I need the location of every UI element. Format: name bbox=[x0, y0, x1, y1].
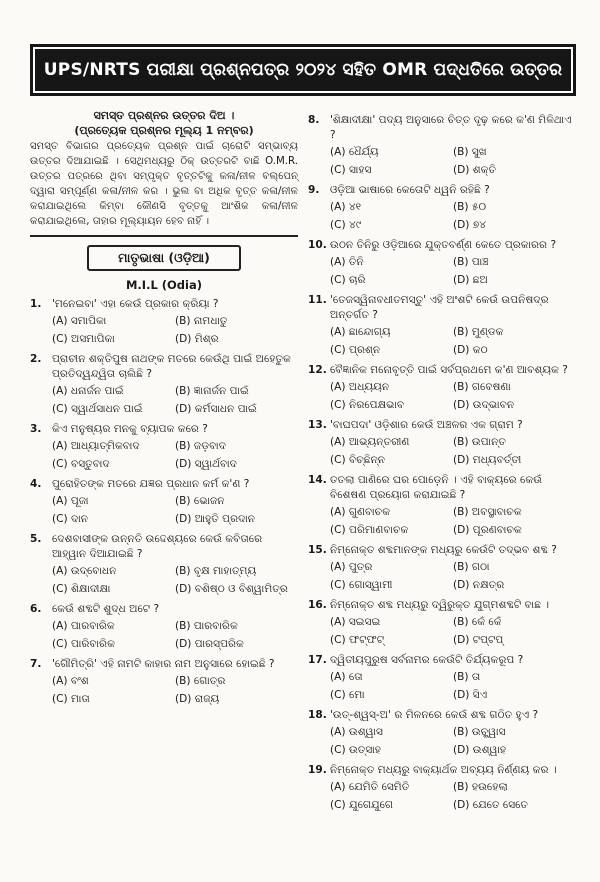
instruction-line-1: ସମସ୍ତ ପ୍ରଶ୍ନର ଉତ୍ତର ଦିଅ । bbox=[93, 109, 235, 122]
answer-option: (B) ଭୋଜନ bbox=[175, 495, 225, 507]
answer-option: (B) ଜ୍ଞାନାର୍ଜନ ପାଇଁ bbox=[175, 385, 249, 397]
answer-option: (B) ନାମଧାତୁ bbox=[175, 315, 228, 327]
section-divider bbox=[30, 235, 298, 237]
answer-option: (B) ଗଠା bbox=[453, 561, 490, 573]
answer-option: (B) ୫୦ bbox=[453, 201, 487, 213]
answer-option: (A) ସଇସଇ bbox=[330, 616, 381, 628]
question-item bbox=[308, 598, 576, 648]
question-line bbox=[30, 657, 298, 672]
question-number: 4. bbox=[30, 478, 42, 490]
question-item bbox=[308, 473, 576, 538]
answer-option: (A) ଛାନ୍ଦୋଗ୍ୟ bbox=[330, 326, 391, 338]
answer-option: (D) ନକ୍ଷତ୍ର bbox=[453, 579, 505, 591]
question-number: 13. bbox=[308, 419, 327, 431]
answer-option: (D) ୭୪ bbox=[453, 219, 487, 231]
question-text: ନିମ୍ନୋକ୍ତ ଶବ୍ଦ ମଧ୍ୟରୁ ଦ୍ୱିରୁକ୍ତ ଯୁଗ୍ମଶବ୍ଦଟି ବାଛ । bbox=[330, 599, 550, 611]
question-item bbox=[30, 602, 298, 652]
answer-options bbox=[52, 384, 298, 417]
page-banner: UPS/NRTS ପରୀକ୍ଷା ପ୍ରଶ୍ନପତ୍ର ୨୦୨୪ ସହିତ OMR ପଦ୍ଧତିରେ ଉତ୍ତର bbox=[30, 44, 576, 96]
question-number: 1. bbox=[30, 298, 42, 310]
question-item bbox=[30, 422, 298, 472]
question-item bbox=[308, 293, 576, 358]
answer-option: (B) ଜଡ଼ବାଦ bbox=[175, 440, 226, 452]
left-column bbox=[30, 108, 298, 707]
answer-option: (C) ପ୍ରଶ୍ନ bbox=[330, 344, 381, 356]
answer-option: (D) କଠ bbox=[453, 344, 488, 356]
question-item bbox=[30, 532, 298, 597]
answer-option: (D) ଉଦ୍‌ଭାବନ bbox=[453, 399, 515, 411]
answer-options bbox=[330, 670, 576, 703]
answer-option: (C) ଫଟ୍‌ଫଟ୍ bbox=[330, 634, 385, 646]
answer-option: (A) ବଂଶ bbox=[52, 675, 89, 687]
answer-option: (B) ଗୋତ୍ର bbox=[175, 675, 226, 687]
question-text: ଓଡ଼ିଆ ଭାଷାରେ କେତୋଟି ଧ୍ୱନି ରହିଛି ? bbox=[330, 184, 490, 196]
answer-option: (C) ଯୁଗେଯୁଗେ bbox=[330, 799, 394, 811]
answer-option: (D) କର୍ମସାଧନ ପାଇଁ bbox=[175, 403, 257, 415]
question-text: ନିମ୍ନୋକ୍ତ ଶବ୍ଦମାନଙ୍କ ମଧ୍ୟରୁ କେଉଁଟି ତଦ୍ଭବ ଶବ୍ଦ ? bbox=[330, 544, 557, 556]
question-line bbox=[308, 183, 576, 198]
question-line bbox=[308, 763, 576, 778]
answer-option: (D) ଛଅ bbox=[453, 274, 488, 286]
answer-option: (B) ବୃକ୍ଷ ମାହାତ୍ମ୍ୟ bbox=[175, 565, 257, 577]
answer-option: (A) ଅଧ୍ୟୟନ bbox=[330, 381, 390, 393]
question-number: 18. bbox=[308, 709, 327, 721]
answer-option: (C) ମୋ bbox=[330, 689, 365, 701]
question-number: 6. bbox=[30, 603, 42, 615]
question-text: ଦେଶବାସୀଙ୍କ ଉନ୍ନତି ଉଦ୍ଦେଶ୍ୟରେ କେଉଁ କବିତାରେ ଆହ୍ୱାନ ଦିଆଯାଇଛି ? bbox=[52, 533, 263, 560]
question-line bbox=[308, 418, 576, 433]
answer-option: (B) ଉପାନ୍ତ bbox=[453, 436, 506, 448]
answer-option: (D) ପାରସ୍ପରିକ bbox=[175, 638, 244, 650]
answer-option: (B) ତା bbox=[453, 671, 481, 683]
answer-option: (A) ପାରବାରିକ bbox=[52, 620, 115, 632]
question-text: ପୁରୋହିତଙ୍କ ମତରେ ଯଜ୍ଞର ପ୍ରଧାନ କର୍ମ କ'ଣ ? bbox=[52, 478, 250, 490]
question-text: 'ମନେଇବା' ଏହା କେଉଁ ପ୍ରକାର କ୍ରିୟା ? bbox=[52, 298, 219, 310]
question-number: 12. bbox=[308, 364, 327, 376]
answer-option: (B) ଉଚ୍ଛ୍ୱାସ bbox=[453, 726, 506, 738]
right-column bbox=[308, 108, 576, 813]
question-line bbox=[30, 477, 298, 492]
answer-option: (A) ଆଭ୍ୟନ୍ତରୀଣ bbox=[330, 436, 410, 448]
answer-option: (A) ଆଧ୍ୟାତ୍ମିକବାଦ bbox=[52, 440, 140, 452]
question-number: 15. bbox=[308, 544, 327, 556]
answer-option: (A) ଉଦ୍‌ବୋଧନ bbox=[52, 565, 117, 577]
question-number: 11. bbox=[308, 294, 327, 306]
question-item bbox=[308, 363, 576, 413]
question-text: ତତଲା ପାଣିରେ ଘର ପୋଡ଼େନି । ଏହି ବାକ୍ୟରେ କେଉଁ ବିଶେଷଣ ପ୍ରୟୋଗ କରାଯାଇଛି ? bbox=[330, 474, 543, 501]
answer-options bbox=[330, 145, 576, 178]
answer-option: (D) ବଶିଷ୍ଠ ଓ ବିଶ୍ୱାମିତ୍ର bbox=[175, 583, 288, 595]
question-line bbox=[308, 543, 576, 558]
answer-option: (B) ସୁଖ bbox=[453, 146, 487, 158]
answer-option: (C) ୪୯ bbox=[330, 219, 362, 231]
question-line bbox=[308, 473, 576, 503]
answer-option: (D) ସ୍ୱାର୍ଥବାଦ bbox=[175, 458, 237, 470]
answer-option: (C) ଚାରି bbox=[330, 274, 366, 286]
question-text: ନିମ୍ନୋକ୍ତ ମଧ୍ୟରୁ ବାକ୍ୟାର୍ଥକ ଅବ୍ୟୟ ନିର୍ଣ୍ଣୟ କର । bbox=[330, 764, 557, 776]
answer-option: (C) ଶିକ୍ଷାଦୀକ୍ଷା bbox=[52, 583, 111, 595]
answer-option: (C) ପରିମାଣବାଚକ bbox=[330, 524, 409, 536]
answer-option: (A) ପୁତ୍ର bbox=[330, 561, 373, 573]
answer-option: (D) ଶକ୍ତି bbox=[453, 164, 497, 176]
answer-option: (B) ଅବସ୍ଥାବାଚକ bbox=[453, 506, 522, 518]
question-number: 17. bbox=[308, 654, 327, 666]
question-item bbox=[308, 708, 576, 758]
section-subtitle: M.I.L (Odia) bbox=[125, 278, 202, 292]
question-number: 2. bbox=[30, 353, 42, 365]
answer-option: (A) ଗୁଣବାଚକ bbox=[330, 506, 391, 518]
answer-option: (A) ଧନାର୍ଜନ ପାଇଁ bbox=[52, 385, 124, 397]
question-text: 'ବାଘପଦା' ଓଡ଼ିଶାର କେଉଁ ଅଞ୍ଚଳର ଏକ ଗ୍ରାମ ? bbox=[330, 419, 523, 431]
right-question-list bbox=[308, 113, 576, 813]
answer-option: (B) ପାଞ୍ଚ bbox=[453, 256, 489, 268]
answer-option: (D) ଆହୁତି ପ୍ରଦାନ bbox=[175, 513, 256, 525]
answer-option: (D) ରାଜ୍ୟ bbox=[175, 693, 220, 705]
question-line bbox=[308, 708, 576, 723]
question-text: 'ଗୌମିତ୍ରି' ଏହି ନାମଟି କାହାର ନାମ ଅନୁସାରେ ହୋଇଛି ? bbox=[52, 658, 275, 670]
answer-option: (B) ମୁଣ୍ଡକ bbox=[453, 326, 504, 338]
answer-option: (C) ଉତ୍ସାହ bbox=[330, 744, 381, 756]
question-line bbox=[308, 653, 576, 668]
question-text: ବୈଜ୍ଞାନିକ ମନୋବୃତ୍ତି ପାଇଁ ସର୍ବପ୍ରଥମେ କ'ଣ ଆବଶ୍ୟକ ? bbox=[330, 364, 568, 376]
answer-options bbox=[330, 435, 576, 468]
answer-option: (A) ୪୧ bbox=[330, 201, 362, 213]
answer-option: (D) ମିଶ୍ର bbox=[175, 333, 219, 345]
question-number: 5. bbox=[30, 533, 42, 545]
answer-option: (A) ଧୈର୍ଯ୍ୟ bbox=[330, 146, 379, 158]
question-number: 14. bbox=[308, 474, 327, 486]
answer-options bbox=[330, 255, 576, 288]
section-title: ମାତୃଭାଷା (ଓଡ଼ିଆ) bbox=[87, 245, 241, 271]
answer-option: (D) ସିଏ bbox=[453, 689, 488, 701]
instruction-line-2: (ପ୍ରତ୍ୟେକ ପ୍ରଶ୍ନର ମୂଲ୍ୟ 1 ନମ୍ବର) bbox=[74, 124, 254, 137]
answer-option: (C) ପାରିବାରିକ bbox=[52, 638, 115, 650]
answer-option: (D) ଉଶ୍ୱାହ bbox=[453, 744, 507, 756]
answer-options bbox=[330, 380, 576, 413]
question-text: 'ଉତ୍-ଶ୍ୱସ୍-ଅ' ର ମିଳନରେ କେଉଁ ଶବ୍ଦ ଗଠିତ ହୁଏ ? bbox=[330, 709, 539, 721]
question-text: 'ଶିକ୍ଷାଦୀକ୍ଷା' ପଦ୍ୟ ଅନୁସାରେ ଚିତ୍ତ ଦୃଢ଼ କରେ କ'ଣ ମିଳିଥାଏ ? bbox=[330, 114, 572, 141]
question-text: 'ତେଜସ୍ୱିନାବଧୀତମସ୍ତୁ' ଏହି ଅଂଶଟି କେଉଁ ଉପନିଷଦ୍‌ର ଅନ୍ତର୍ଗତ ? bbox=[330, 294, 549, 321]
question-text: କେଉଁ ଶବ୍ଦଟି ଶୁଦ୍ଧ ଅଟେ ? bbox=[52, 603, 160, 615]
answer-options bbox=[52, 674, 298, 707]
answer-options bbox=[330, 325, 576, 358]
answer-options bbox=[330, 615, 576, 648]
question-item bbox=[308, 543, 576, 593]
answer-option: (B) ଗବେଷଣା bbox=[453, 381, 511, 393]
answer-option: (C) ନିରପେକ୍ଷଭାବ bbox=[330, 399, 405, 411]
question-line bbox=[30, 532, 298, 562]
answer-option: (A) ଉଶ୍ୱାସ bbox=[330, 726, 383, 738]
answer-options bbox=[52, 314, 298, 347]
answer-option: (D) ମଧ୍ୟବର୍ତ୍ତୀ bbox=[453, 454, 522, 466]
question-line bbox=[30, 352, 298, 382]
question-item bbox=[308, 238, 576, 288]
question-text: ଉଠନ ତିନିରୁ ଓଡ଼ିଆରେ ଯୁକ୍ତବର୍ଣ୍ଣ କେତେ ପ୍ରକାରର ? bbox=[330, 239, 557, 251]
question-line bbox=[308, 363, 576, 378]
question-line bbox=[30, 422, 298, 437]
question-item bbox=[308, 653, 576, 703]
question-number: 19. bbox=[308, 764, 327, 776]
question-number: 9. bbox=[308, 184, 320, 196]
answer-option: (A) ତିନି bbox=[330, 256, 364, 268]
answer-option: (C) ବସ୍ତୁବାଦ bbox=[52, 458, 110, 470]
answer-option: (C) ମାତା bbox=[52, 693, 90, 705]
question-item bbox=[308, 113, 576, 178]
question-line bbox=[308, 293, 576, 323]
answer-options bbox=[330, 560, 576, 593]
question-text: କିଏ ମନୁଷ୍ୟର ମନକୁ ବ୍ୟାପକ କରେ ? bbox=[52, 423, 208, 435]
question-text: ପ୍ରାଚୀନ ଶକ୍ତିପୁଷ ନାଥଙ୍କ ମତରେ କେଉଁଥି ପାଇଁ ଅହେତୁକ ପ୍ରତିଦ୍ୱନ୍ଦ୍ୱିତା ଚାଲିଛି ? bbox=[52, 353, 291, 380]
answer-options bbox=[330, 780, 576, 813]
question-item bbox=[30, 352, 298, 417]
answer-option: (B) ହଉହେଲା bbox=[453, 781, 508, 793]
answer-option: (A) ତୋ bbox=[330, 671, 363, 683]
question-line bbox=[308, 113, 576, 143]
answer-option: (A) ପୂଜା bbox=[52, 495, 89, 507]
question-line bbox=[30, 297, 298, 312]
left-question-list bbox=[30, 297, 298, 707]
question-item bbox=[308, 418, 576, 468]
question-line bbox=[30, 602, 298, 617]
question-number: 10. bbox=[308, 239, 327, 251]
question-number: 7. bbox=[30, 658, 42, 670]
answer-option: (C) ଗୋସ୍ୱାମୀ bbox=[330, 579, 393, 591]
answer-option: (C) ସ୍ୱାର୍ଥସାଧନ ପାଇଁ bbox=[52, 403, 143, 415]
answer-option: (C) ବିଚ୍ଛିନ୍ନ bbox=[330, 454, 386, 466]
answer-options bbox=[330, 505, 576, 538]
question-item bbox=[308, 183, 576, 233]
question-number: 16. bbox=[308, 599, 327, 611]
answer-option: (A) ଯେମିତି ସେମିତି bbox=[330, 781, 410, 793]
answer-options bbox=[52, 619, 298, 652]
question-item bbox=[30, 657, 298, 707]
answer-option: (D) ଯେତେ ସେତେ bbox=[453, 799, 528, 811]
answer-option: (C) ସାହସ bbox=[330, 164, 372, 176]
answer-options bbox=[52, 439, 298, 472]
question-line bbox=[308, 238, 576, 253]
answer-options bbox=[330, 725, 576, 758]
question-item bbox=[308, 763, 576, 813]
question-text: ଦ୍ୱିତୀୟପୁରୁଷ ସର୍ବନାମର କେଉଁଟି ତିର୍ଯ୍ୟକରୂପ ? bbox=[330, 654, 524, 666]
question-item bbox=[30, 477, 298, 527]
question-item bbox=[30, 297, 298, 347]
answer-option: (C) ଅସମାପିକା bbox=[52, 333, 115, 345]
answer-options bbox=[52, 564, 298, 597]
answer-option: (D) ପୂରଣବାଚକ bbox=[453, 524, 522, 536]
answer-option: (A) ସମାପିକା bbox=[52, 315, 107, 327]
question-number: 8. bbox=[308, 114, 320, 126]
question-line bbox=[308, 598, 576, 613]
answer-option: (B) ପାରବାରିକ bbox=[175, 620, 238, 632]
answer-option: (D) ଟପ୍‌ଟପ୍ bbox=[453, 634, 504, 646]
answer-options bbox=[330, 200, 576, 233]
answer-option: (B) କେଁ କେଁ bbox=[453, 616, 502, 628]
question-number: 3. bbox=[30, 423, 42, 435]
instruction-body: ସମସ୍ତ ବିଭାଗର ପ୍ରତ୍ୟେକ ପ୍ରଶ୍ନ ପାଇଁ ଚାରୋଟି ସମ୍ଭାବ୍ୟ ଉତ୍ତର ଦିଆଯାଇଛି । ସେଥିମଧ୍ୟରୁ ଠିକ୍ ଉତ୍ତରଟି ବାଛି O.M.R. ଉତ୍ତର ପତ୍ରରେ ଥିବା ସମ୍ପୃକ୍ତ ବୃତ୍ତଟିକୁ କଳା/ନୀଳ ବଲ୍‌ପେନ୍ ଦ୍ୱାରା ସମ୍ପୂର୍ଣ୍ଣ କଳା/ନୀଳ କର । ଭୁଲ ବା ଅଧିକ ବୃତ୍ତ କଳା/ନୀଳ କରାଯାଇଥିଲେ କିମ୍ବା କୌଣସି ବୃତ୍ତକୁ ଆଂଶିକ କଳା/ନୀଳ କରାଯାଇଥିଲେ, ତାହାର ମୂଲ୍ୟାୟନ ହେବ ନାହିଁ । bbox=[30, 141, 298, 227]
answer-options bbox=[52, 494, 298, 527]
answer-option: (C) ଦାନ bbox=[52, 513, 89, 525]
